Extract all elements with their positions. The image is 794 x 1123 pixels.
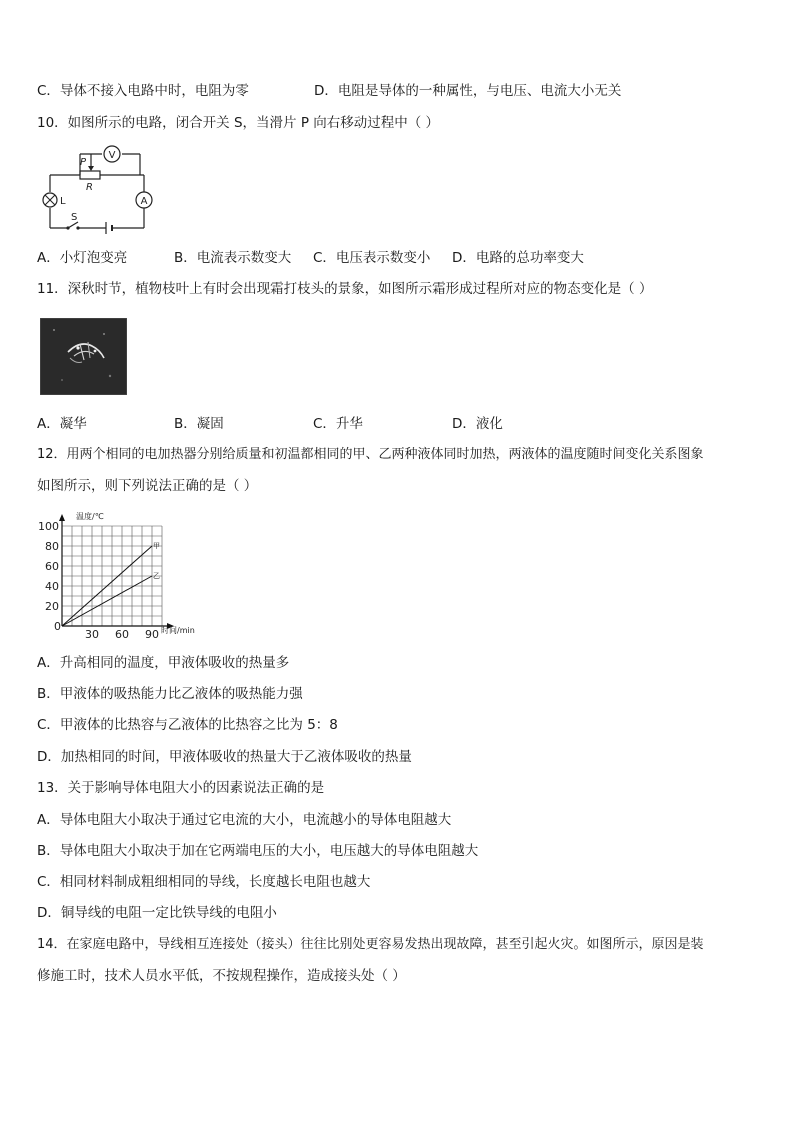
chart-y-tick-label: 20 — [45, 600, 59, 613]
temperature-time-chart — [36, 506, 206, 640]
q10-option-b: B．电流表示数变大 — [174, 250, 292, 266]
q12-stem-line1: 12．用两个相同的电加热器分别给质量和初温都相同的甲、乙两种液体同时加热，两液体的温度随时间变化关系图象 — [37, 447, 704, 462]
q14-stem-line1: 14．在家庭电路中，导线相互连接处（接头）往往比别处更容易发热出现故障，甚至引起火灾。如图所示，原因是装 — [37, 937, 704, 952]
chart-x-tick-label: 90 — [145, 628, 159, 640]
q11-option-a: A．凝华 — [37, 416, 87, 432]
q12-option-b: B．甲液体的吸热能力比乙液体的吸热能力强 — [37, 686, 303, 702]
q13-option-b: B．导体电阻大小取决于加在它两端电压的大小，电压越大的导体电阻越大 — [37, 843, 479, 859]
q13-option-c: C．相同材料制成粗细相同的导线，长度越长电阻也越大 — [37, 874, 371, 890]
voltmeter-label: V — [108, 150, 116, 161]
chart-y-axis-arrow — [59, 514, 65, 521]
q10-option-d: D．电路的总功率变大 — [452, 250, 584, 266]
q10-option-c: C．电压表示数变小 — [313, 250, 431, 266]
q11-option-d: D．液化 — [452, 416, 503, 432]
slider-label: P — [80, 157, 87, 168]
q11-stem: 11．深秋时节，植物枝叶上有时会出现霜打枝头的景象，如图所示霜形成过程所对应的物态变化是（ ） — [37, 281, 653, 297]
circuit-diagram — [40, 140, 162, 236]
chart-y-tick-label: 60 — [45, 560, 59, 573]
chart-x-axis-label: 时间/min — [161, 626, 195, 635]
switch-label: S — [71, 212, 78, 223]
q14-stem-line2: 修施工时，技术人员水平低，不按规程操作，造成接头处（ ） — [37, 968, 406, 984]
q9-option-d: D．电阻是导体的一种属性，与电压、电流大小无关 — [314, 83, 622, 99]
lamp-label: L — [60, 196, 66, 207]
q9-option-c: C．导体不接入电路中时，电阻为零 — [37, 83, 249, 99]
q10-option-a: A．小灯泡变亮 — [37, 250, 128, 266]
chart-series-label: 甲 — [153, 542, 160, 550]
chart-origin-label: 0 — [54, 620, 61, 633]
q13-option-d: D．铜导线的电阻一定比铁导线的电阻小 — [37, 905, 277, 921]
q13-option-a: A．导体电阻大小取决于通过它电流的大小，电流越小的导体电阻越大 — [37, 812, 452, 828]
chart-y-axis-label: 温度/℃ — [76, 512, 104, 521]
q12-option-c: C．甲液体的比热容与乙液体的比热容之比为 5：8 — [37, 717, 338, 733]
q12-option-d: D．加热相同的时间，甲液体吸收的热量大于乙液体吸收的热量 — [37, 749, 412, 765]
q10-stem: 10．如图所示的电路，闭合开关 S，当滑片 P 向右移动过程中（ ） — [37, 115, 440, 131]
q12-stem-line2: 如图所示，则下列说法正确的是（ ） — [37, 478, 258, 494]
q11-option-b: B．凝固 — [174, 416, 224, 432]
chart-y-tick-label: 40 — [45, 580, 59, 593]
q12-option-a: A．升高相同的温度，甲液体吸收的热量多 — [37, 655, 290, 671]
chart-y-tick-label: 100 — [38, 520, 59, 533]
chart-x-tick-label: 30 — [85, 628, 99, 640]
chart-series-label: 乙 — [153, 572, 160, 580]
rheostat-label: R — [86, 182, 93, 193]
ammeter-label: A — [140, 196, 148, 207]
chart-y-tick-label: 80 — [45, 540, 59, 553]
frost-photo — [40, 318, 127, 395]
q13-stem: 13．关于影响导体电阻大小的因素说法正确的是 — [37, 780, 325, 796]
chart-series-line — [62, 576, 152, 626]
q11-option-c: C．升华 — [313, 416, 363, 432]
chart-x-tick-label: 60 — [115, 628, 129, 640]
